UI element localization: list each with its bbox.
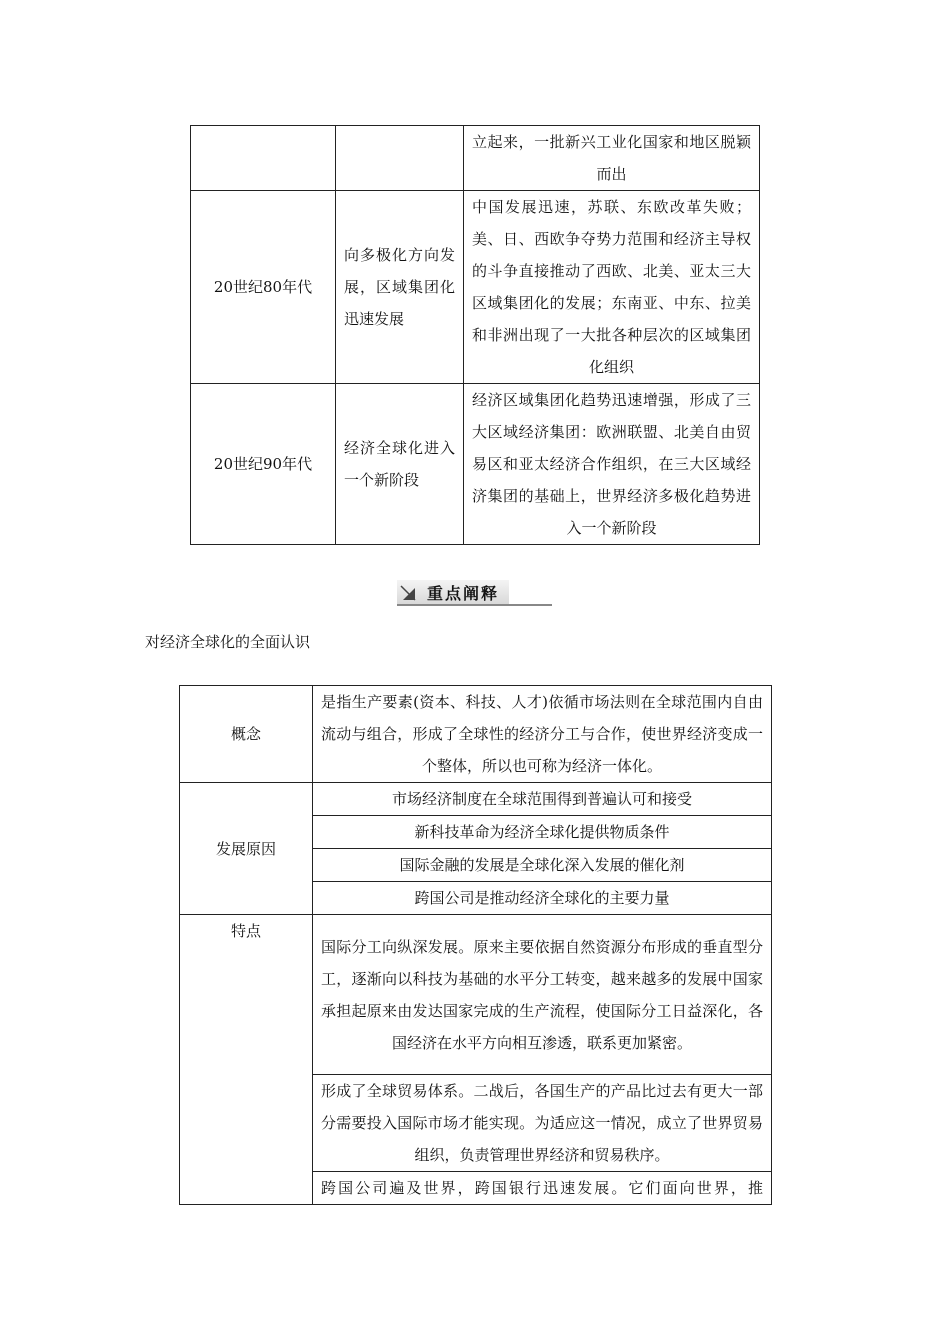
table-row	[180, 915, 772, 1075]
period-cell: 20世纪90年代	[191, 384, 336, 545]
cause-item: 国际金融的发展是全球化深入发展的催化剂	[313, 849, 772, 882]
cause-item: 市场经济制度在全球范围得到普遍认可和接受	[313, 783, 772, 816]
heading-rule	[397, 604, 552, 606]
concept-label: 概念	[180, 686, 313, 783]
table-row	[180, 686, 772, 783]
causes-label: 发展原因	[180, 783, 313, 915]
detail-cell: 立起来，一批新兴工业化国家和地区脱颖而出	[464, 126, 760, 191]
feature-item: 国际分工向纵深发展。原来主要依据自然资源分布形成的垂直型分工，逐渐向以科技为基础的水平分工转变，越来越多的发展中国家承担起原来由发达国家完成的生产流程，使国际分工日益深化，各国经济在水平方向相互渗透，联系更加紧密。	[313, 915, 772, 1075]
table-row	[180, 783, 772, 816]
history-table	[190, 125, 760, 545]
table-row	[191, 384, 760, 545]
subtitle: 对经济全球化的全面认识	[145, 633, 311, 651]
cause-item: 新科技革命为经济全球化提供物质条件	[313, 816, 772, 849]
feature-item: 跨国公司遍及世界，跨国银行迅速发展。它们面向世界，推	[313, 1172, 772, 1205]
section-heading-label: 重点阐释	[427, 584, 500, 603]
corner-triangle-icon	[399, 584, 417, 602]
globalization-table	[179, 685, 772, 1205]
detail-cell: 中国发展迅速，苏联、东欧改革失败；美、日、西欧争夺势力范围和经济主导权的斗争直接推动了西欧、北美、亚太三大区域集团化的发展；东南亚、中东、拉美和非洲出现了一大批各种层次的区域集团化组织	[464, 191, 760, 384]
trend-cell: 向多极化方向发展，区域集团化迅速发展	[336, 191, 464, 384]
period-cell	[191, 126, 336, 191]
trend-cell: 经济全球化进入一个新阶段	[336, 384, 464, 545]
features-label: 特点	[180, 915, 313, 1205]
feature-item: 形成了全球贸易体系。二战后，各国生产的产品比过去有更大一部分需要投入国际市场才能实现。为适应这一情况，成立了世界贸易组织，负责管理世界经济和贸易秩序。	[313, 1075, 772, 1172]
table-row	[191, 126, 760, 191]
period-cell: 20世纪80年代	[191, 191, 336, 384]
trend-cell	[336, 126, 464, 191]
section-heading	[397, 580, 552, 606]
detail-cell: 经济区域集团化趋势迅速增强，形成了三大区域经济集团：欧洲联盟、北美自由贸易区和亚太经济合作组织，在三大区域经济集团的基础上，世界经济多极化趋势进入一个新阶段	[464, 384, 760, 545]
concept-text: 是指生产要素(资本、科技、人才)依循市场法则在全球范围内自由流动与组合，形成了全球性的经济分工与合作，使世界经济变成一个整体，所以也可称为经济一体化。	[313, 686, 772, 783]
cause-item: 跨国公司是推动经济全球化的主要力量	[313, 882, 772, 915]
table-row	[191, 191, 760, 384]
